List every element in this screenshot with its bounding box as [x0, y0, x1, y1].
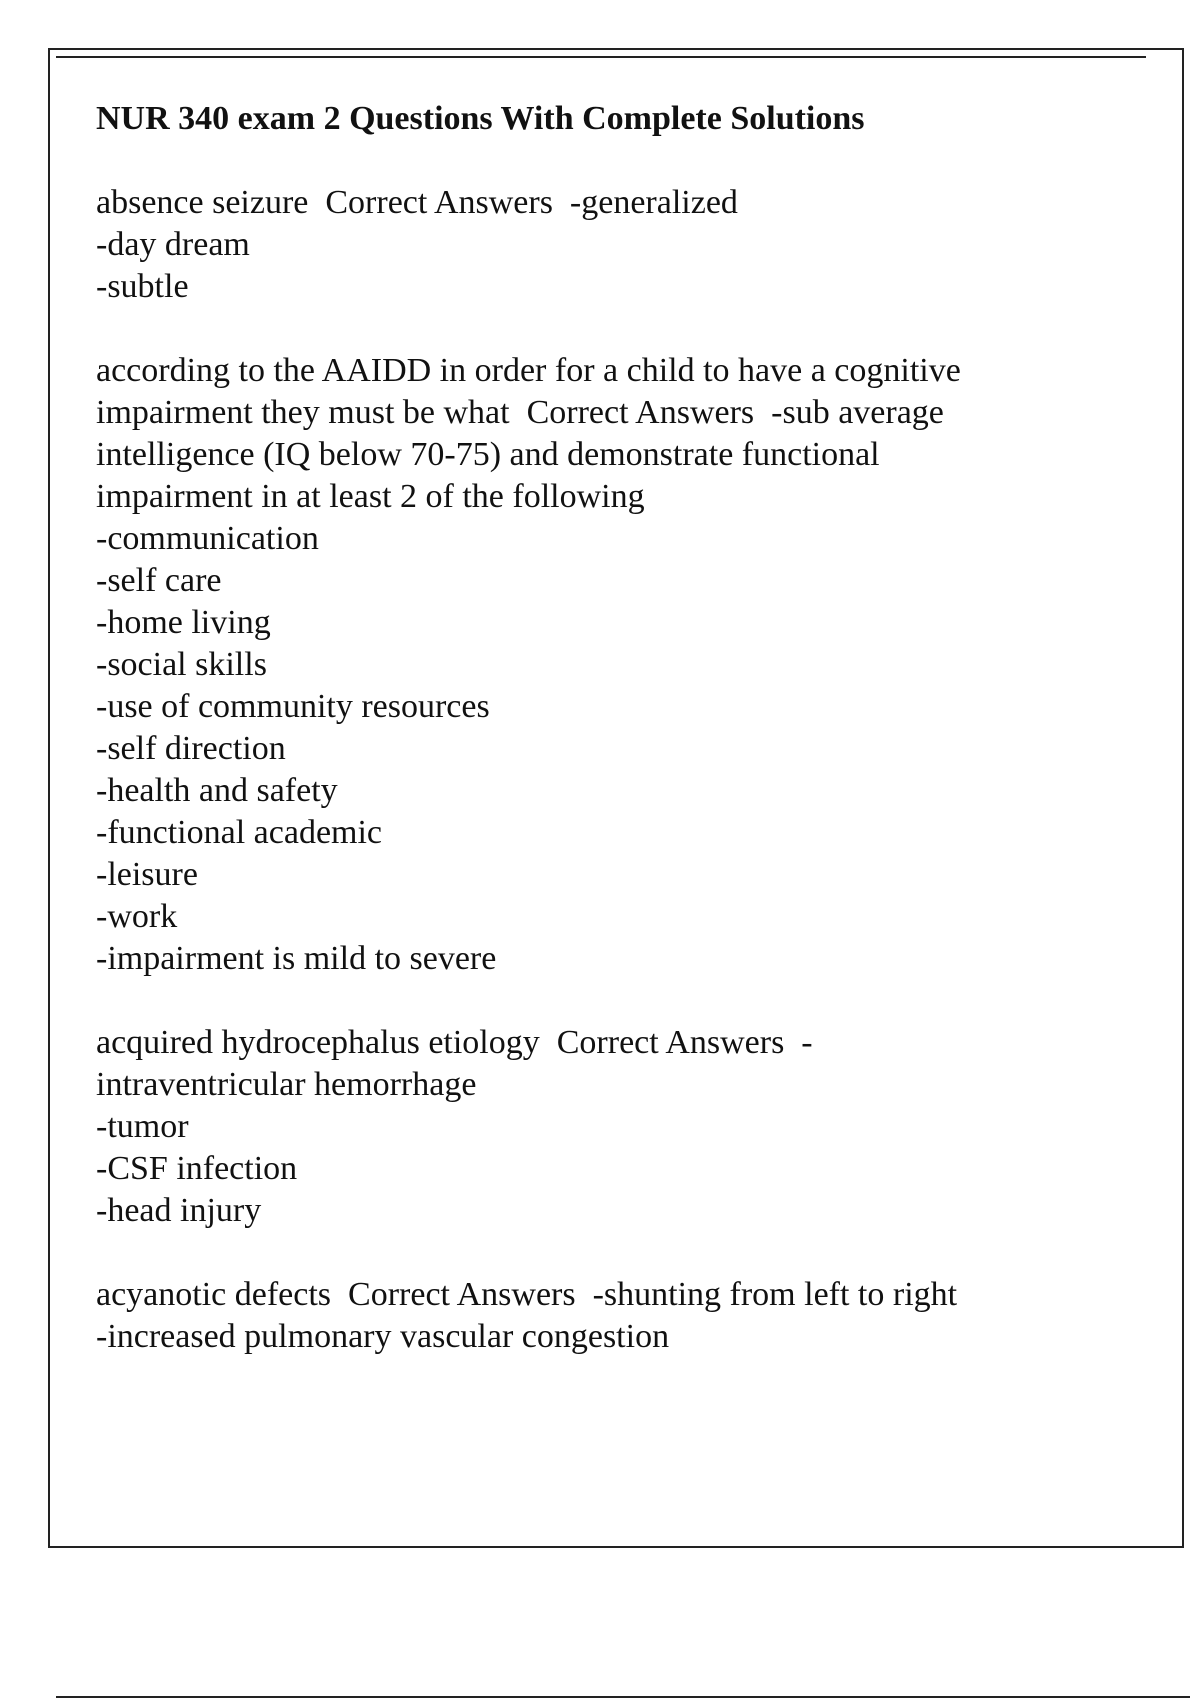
- entry-line: -day dream: [96, 226, 250, 263]
- entry-line: -home living: [96, 604, 271, 641]
- entry-line: according to the AAIDD in order for a child to have a cognitive: [96, 352, 961, 389]
- entry-line: -subtle: [96, 268, 189, 305]
- entry-line: -increased pulmonary vascular congestion: [96, 1318, 670, 1355]
- qa-entry-acyanotic-defects: [96, 1274, 1076, 1358]
- document-title: NUR 340 exam 2 Questions With Complete Solutions: [96, 100, 865, 137]
- entry-line: -functional academic: [96, 814, 383, 851]
- entry-line: -impairment is mild to severe: [96, 940, 497, 977]
- bottom-rule: [56, 1696, 1190, 1698]
- entry-line: -communication: [96, 520, 319, 557]
- qa-entry-acquired-hydrocephalus: [96, 1022, 1076, 1232]
- entry-line: impairment in at least 2 of the following: [96, 478, 645, 515]
- entry-line: absence seizure Correct Answers -generalized: [96, 184, 738, 221]
- entry-line: impairment they must be what Correct Answers -sub average: [96, 394, 944, 431]
- top-rule: [56, 56, 1146, 58]
- entry-line: -head injury: [96, 1192, 262, 1229]
- document-content: [96, 98, 1076, 1400]
- entry-line: -social skills: [96, 646, 267, 683]
- entry-line: -health and safety: [96, 772, 338, 809]
- entry-line: -use of community resources: [96, 688, 490, 725]
- qa-entry-aaidd-cognitive-impairment: [96, 350, 1076, 980]
- entry-line: -work: [96, 898, 178, 935]
- entry-line: -self care: [96, 562, 222, 599]
- entry-line: -CSF infection: [96, 1150, 298, 1187]
- entry-line: -leisure: [96, 856, 198, 893]
- entry-line: acyanotic defects Correct Answers -shunting from left to right: [96, 1276, 958, 1313]
- entry-line: acquired hydrocephalus etiology Correct Answers -: [96, 1024, 813, 1061]
- qa-entry-absence-seizure: [96, 182, 1076, 308]
- entry-line: -tumor: [96, 1108, 189, 1145]
- entry-line: intelligence (IQ below 70-75) and demonstrate functional: [96, 436, 880, 473]
- entry-line: intraventricular hemorrhage: [96, 1066, 477, 1103]
- entry-line: -self direction: [96, 730, 286, 767]
